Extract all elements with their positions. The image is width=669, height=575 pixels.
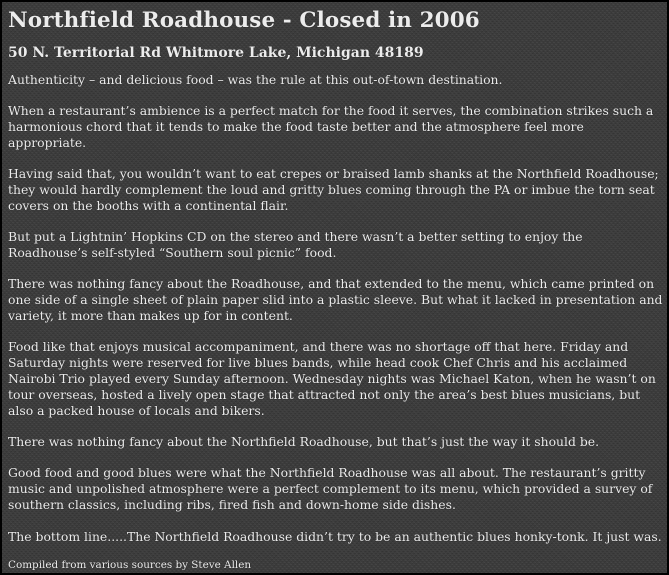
address: 50 N. Territorial Rd Whitmore Lake, Michigan 48189 (8, 45, 424, 61)
paragraph-good-food: Good food and good blues were what the Northfield Roadhouse was all about. The restaurant’s gritty music and unpolished atmosphere were a perfect complement to its menu, which provided a survey of southern classics, including ribs, fired fish and down-home side dishes. (8, 465, 653, 512)
paragraph-bottom-line: The bottom line.....The Northfield Roadhouse didn’t try to be an authentic blues honky-tonk. It just was. (8, 529, 662, 544)
page-title: Northfield Roadhouse - Closed in 2006 (8, 8, 480, 33)
article (8, 6, 664, 572)
paragraph-music: Food like that enjoys musical accompaniment, and there was no shortage off that here. Friday and Saturday nights were reserved for live blues bands, while head cook Chef Chris and his acclaimed Nairobi Trio played every Sunday afternoon. Wednesday nights was Michael Katon, when he wasn’t on tour overseas, hosted a lively open stage that attracted not only the area’s best blues musicians, but also a packed house of locals and bikers. (8, 339, 656, 418)
paragraph-menu: There was nothing fancy about the Roadhouse, and that extended to the menu, which came printed on one side of a single sheet of plain paper slid into a plastic sleeve. But what it lacked in presentation and variety, it more than makes up for in content. (8, 276, 663, 323)
paragraph-ambience: When a restaurant’s ambience is a perfect match for the food it serves, the combination strikes such a harmonious chord that it tends to make the food taste better and the atmosphere feel more appropriate. (8, 103, 654, 150)
credit-line: Compiled from various sources by Steve Allen (8, 559, 252, 571)
paragraph-menu-contrast: Having said that, you wouldn’t want to eat crepes or braised lamb shanks at the Northfield Roadhouse; they would hardly complement the loud and gritty blues coming through the PA or imbue the torn seat covers on the booths with a continental flair. (8, 166, 659, 213)
paragraph-soul-picnic: But put a Lightnin’ Hopkins CD on the stereo and there wasn’t a better setting to enjoy the Roadhouse’s self-styled “Southern soul picnic” food. (8, 229, 583, 260)
paragraph-nothing-fancy: There was nothing fancy about the Northfield Roadhouse, but that’s just the way it should be. (8, 434, 600, 449)
paragraph-intro: Authenticity – and delicious food – was the rule at this out-of-town destination. (8, 72, 503, 87)
